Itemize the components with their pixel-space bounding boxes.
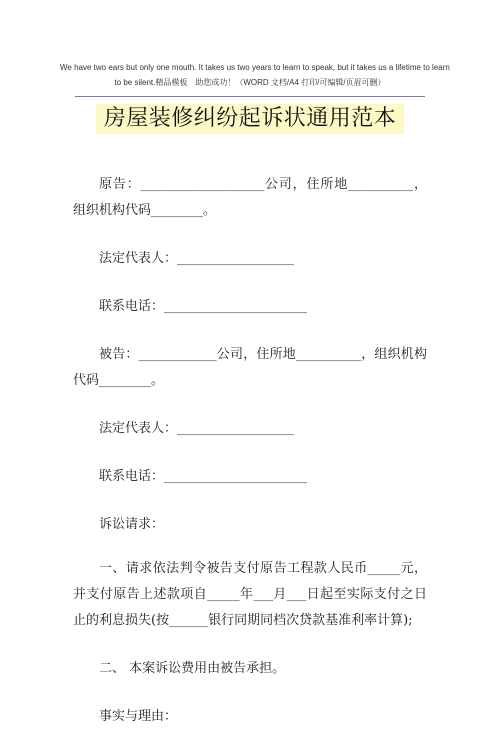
page-header (60, 60, 450, 90)
defendant-phone: 联系电话：______________________ (99, 469, 308, 484)
claim-item-1: 一、请求依法判令被告支付原告工程款人民币_____元，并支付原告上述款项自_____年___月___日起至实际支付之日止的利息损失(按______银行同期同档次贷款基准利率计算); (73, 561, 427, 628)
plaintiff-paragraph: 原告：___________________公司，住所地__________，组织机构代码________。 (73, 177, 427, 218)
document-title: 房屋装修纠纷起诉状通用范本 (96, 104, 405, 134)
header-divider (75, 96, 425, 97)
claims-heading: 诉讼请求： (99, 517, 165, 532)
header-quote-line: We have two ears but only one mouth. It takes us two years to learn to speak, but it takes us a lifetime to learn (60, 63, 450, 72)
document-body (73, 172, 427, 752)
header-template-line: to be silent.精品模板 助您成功！（WORD 文档/A4 打印/可编辑/页眉可删） (114, 78, 386, 87)
defendant-representative: 法定代表人：__________________ (99, 421, 295, 436)
plaintiff-representative: 法定代表人：__________________ (99, 251, 295, 266)
claim-item-2: 二、 本案诉讼费用由被告承担。 (99, 661, 286, 676)
facts-heading: 事实与理由： (99, 709, 178, 724)
plaintiff-phone: 联系电话：______________________ (99, 299, 308, 314)
defendant-paragraph: 被告：____________公司，住所地__________，组织机构代码________。 (73, 347, 427, 388)
title-container (0, 104, 500, 134)
